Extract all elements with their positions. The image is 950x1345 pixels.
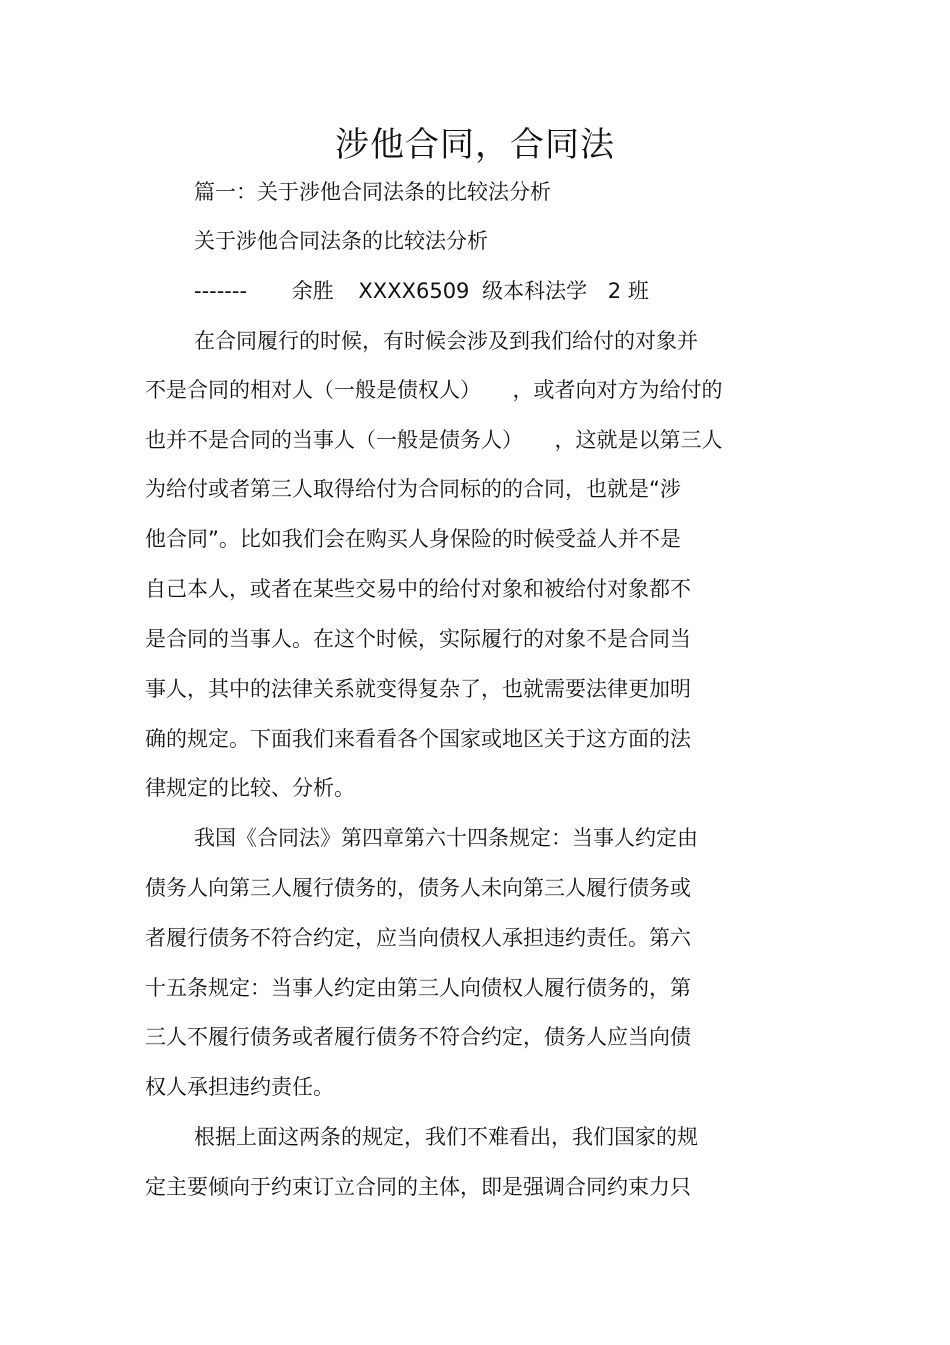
paragraph-line: 他合同”。比如我们会在购买人身保险的时候受益人并不是 xyxy=(145,527,681,551)
paragraph-line: 不是合同的相对人（一般是债权人） ，或者向对方为给付的 xyxy=(145,378,723,402)
paragraph-line: 也并不是合同的当事人（一般是债务人） ，这就是以第三人 xyxy=(145,428,723,452)
paragraph-line: 权人承担违约责任。 xyxy=(145,1075,334,1099)
paragraph-line: 债务人向第三人履行债务的，债务人未向第三人履行债务或 xyxy=(145,876,691,900)
paragraph-line: 三人不履行债务或者履行债务不符合约定，债务人应当向债 xyxy=(145,1025,691,1049)
author-line xyxy=(194,276,649,306)
author-class-info: 级本科法学 xyxy=(482,279,588,303)
paragraph-line: 定主要倾向于约束订立合同的主体，即是强调合同约束力只 xyxy=(145,1175,691,1199)
document-title: 涉他合同，合同法 xyxy=(335,125,615,165)
section-heading: 篇一：关于涉他合同法条的比较法分析 xyxy=(194,180,551,204)
paragraph-line: 十五条规定：当事人约定由第三人向债权人履行债务的，第 xyxy=(145,976,691,1000)
author-id: XXXX6509 xyxy=(358,279,470,303)
paragraph-line: 事人，其中的法律关系就变得复杂了，也就需要法律更加明 xyxy=(145,677,691,701)
article-subtitle: 关于涉他合同法条的比较法分析 xyxy=(194,229,488,253)
author-class-no: 2 班 xyxy=(607,279,649,303)
paragraph-line: 为给付或者第三人取得给付为合同标的的合同，也就是“涉 xyxy=(145,477,681,501)
author-dashes: ------- xyxy=(194,279,248,303)
paragraph-line: 根据上面这两条的规定，我们不难看出，我们国家的规 xyxy=(194,1125,698,1149)
paragraph-line: 我国《合同法》第四章第六十四条规定：当事人约定由 xyxy=(194,826,698,850)
author-name: 余胜 xyxy=(291,279,334,303)
paragraph-line: 是合同的当事人。在这个时候，实际履行的对象不是合同当 xyxy=(145,627,691,651)
paragraph-line: 律规定的比较、分析。 xyxy=(145,776,355,800)
paragraph-line: 者履行债务不符合约定，应当向债权人承担违约责任。第六 xyxy=(145,926,691,950)
paragraph-line: 自己本人，或者在某些交易中的给付对象和被给付对象都不 xyxy=(145,577,691,601)
paragraph-line: 在合同履行的时候，有时候会涉及到我们给付的对象并 xyxy=(194,329,698,353)
paragraph-line: 确的规定。下面我们来看看各个国家或地区关于这方面的法 xyxy=(145,727,691,751)
